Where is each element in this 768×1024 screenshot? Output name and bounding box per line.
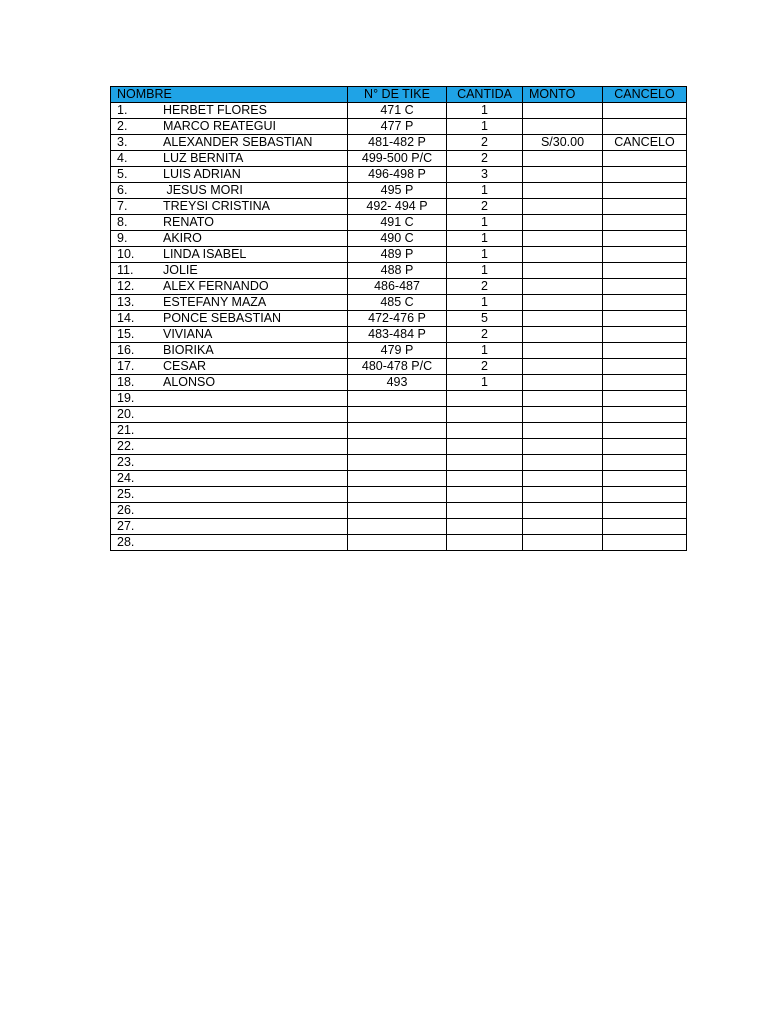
table-row <box>111 487 687 503</box>
ticket-cell <box>348 455 447 471</box>
name-cell <box>111 487 348 503</box>
quantity-cell <box>447 391 523 407</box>
table-row <box>111 343 687 359</box>
table-row <box>111 247 687 263</box>
row-number: 28. <box>117 535 135 549</box>
row-number: 10. <box>117 247 135 261</box>
name-cell <box>111 519 348 535</box>
paid-cell <box>603 439 687 455</box>
paid-cell <box>603 503 687 519</box>
table-row <box>111 535 687 551</box>
row-number: 3. <box>117 135 128 149</box>
paid-cell <box>603 455 687 471</box>
ticket-cell: 472-476 P <box>348 311 447 327</box>
name-cell <box>111 279 348 295</box>
amount-cell <box>523 519 603 535</box>
amount-cell <box>523 375 603 391</box>
ticket-cell: 493 <box>348 375 447 391</box>
quantity-cell: 2 <box>447 327 523 343</box>
ticket-cell <box>348 471 447 487</box>
table-body <box>111 103 687 551</box>
row-number: 1. <box>117 103 128 117</box>
name-cell <box>111 263 348 279</box>
row-number: 22. <box>117 439 135 453</box>
ticket-cell <box>348 423 447 439</box>
name-cell <box>111 119 348 135</box>
name-cell <box>111 423 348 439</box>
ticket-cell: 490 C <box>348 231 447 247</box>
quantity-cell <box>447 407 523 423</box>
ticket-cell <box>348 487 447 503</box>
name-cell <box>111 407 348 423</box>
row-number: 27. <box>117 519 135 533</box>
ticket-cell: 471 C <box>348 103 447 119</box>
name-cell <box>111 151 348 167</box>
row-number: 23. <box>117 455 135 469</box>
amount-cell <box>523 503 603 519</box>
amount-cell <box>523 119 603 135</box>
ticket-sheet <box>110 86 687 551</box>
table-row <box>111 311 687 327</box>
ticket-cell <box>348 503 447 519</box>
row-number: 6. <box>117 183 128 197</box>
table-row <box>111 503 687 519</box>
name-cell <box>111 503 348 519</box>
ticket-cell: 481-482 P <box>348 135 447 151</box>
ticket-cell: 488 P <box>348 263 447 279</box>
person-name: BIORIKA <box>163 343 214 357</box>
quantity-cell: 1 <box>447 119 523 135</box>
paid-cell <box>603 343 687 359</box>
table-row <box>111 279 687 295</box>
row-number: 9. <box>117 231 128 245</box>
table-row <box>111 359 687 375</box>
table-row <box>111 135 687 151</box>
ticket-cell: 486-487 <box>348 279 447 295</box>
quantity-cell: 1 <box>447 295 523 311</box>
name-cell <box>111 439 348 455</box>
name-cell <box>111 359 348 375</box>
row-number: 25. <box>117 487 135 501</box>
name-cell <box>111 471 348 487</box>
quantity-cell: 3 <box>447 167 523 183</box>
name-cell <box>111 247 348 263</box>
amount-cell <box>523 151 603 167</box>
row-number: 26. <box>117 503 135 517</box>
quantity-cell <box>447 455 523 471</box>
amount-cell <box>523 311 603 327</box>
quantity-cell <box>447 439 523 455</box>
table-row <box>111 119 687 135</box>
person-name: VIVIANA <box>163 327 213 341</box>
amount-cell <box>523 423 603 439</box>
paid-cell <box>603 263 687 279</box>
paid-cell <box>603 359 687 375</box>
row-number: 14. <box>117 311 135 325</box>
name-cell <box>111 455 348 471</box>
quantity-cell <box>447 519 523 535</box>
name-cell <box>111 391 348 407</box>
person-name: HERBET FLORES <box>163 103 267 117</box>
amount-cell <box>523 407 603 423</box>
ticket-cell: 479 P <box>348 343 447 359</box>
amount-cell: S/30.00 <box>523 135 603 151</box>
quantity-cell: 2 <box>447 199 523 215</box>
table-row <box>111 391 687 407</box>
ticket-cell: 485 C <box>348 295 447 311</box>
amount-cell <box>523 279 603 295</box>
ticket-cell: 483-484 P <box>348 327 447 343</box>
paid-cell <box>603 487 687 503</box>
person-name: ESTEFANY MAZA <box>163 295 267 309</box>
quantity-cell: 1 <box>447 343 523 359</box>
person-name: JESUS MORI <box>163 183 243 197</box>
table-row <box>111 327 687 343</box>
header-tike: N° DE TIKE <box>348 87 447 103</box>
table-row <box>111 183 687 199</box>
ticket-cell: 480-478 P/C <box>348 359 447 375</box>
table-row <box>111 151 687 167</box>
name-cell <box>111 103 348 119</box>
paid-cell <box>603 423 687 439</box>
row-number: 21. <box>117 423 135 437</box>
amount-cell <box>523 535 603 551</box>
amount-cell <box>523 471 603 487</box>
name-cell <box>111 167 348 183</box>
header-cantidad: CANTIDA <box>447 87 523 103</box>
person-name: CESAR <box>163 359 207 373</box>
ticket-cell <box>348 519 447 535</box>
name-cell <box>111 199 348 215</box>
amount-cell <box>523 455 603 471</box>
person-name: TREYSI CRISTINA <box>163 199 270 213</box>
paid-cell <box>603 295 687 311</box>
quantity-cell: 1 <box>447 103 523 119</box>
name-cell <box>111 327 348 343</box>
table-row <box>111 167 687 183</box>
paid-cell <box>603 247 687 263</box>
row-number: 19. <box>117 391 135 405</box>
ticket-cell <box>348 407 447 423</box>
person-name: AKIRO <box>163 231 202 245</box>
row-number: 12. <box>117 279 135 293</box>
ticket-cell <box>348 391 447 407</box>
quantity-cell: 2 <box>447 279 523 295</box>
ticket-cell <box>348 535 447 551</box>
name-cell <box>111 135 348 151</box>
paid-cell <box>603 279 687 295</box>
quantity-cell: 1 <box>447 231 523 247</box>
amount-cell <box>523 359 603 375</box>
amount-cell <box>523 391 603 407</box>
paid-cell <box>603 199 687 215</box>
paid-cell <box>603 327 687 343</box>
table-row <box>111 375 687 391</box>
row-number: 18. <box>117 375 135 389</box>
person-name: RENATO <box>163 215 214 229</box>
table-row <box>111 407 687 423</box>
header-nombre: NOMBRE <box>111 87 348 103</box>
person-name: JOLIE <box>163 263 198 277</box>
ticket-cell: 499-500 P/C <box>348 151 447 167</box>
amount-cell <box>523 183 603 199</box>
row-number: 13. <box>117 295 135 309</box>
table-row <box>111 231 687 247</box>
amount-cell <box>523 327 603 343</box>
person-name: ALEXANDER SEBASTIAN <box>163 135 313 149</box>
table-row <box>111 519 687 535</box>
name-cell <box>111 231 348 247</box>
amount-cell <box>523 295 603 311</box>
name-cell <box>111 535 348 551</box>
person-name: LUZ BERNITA <box>163 151 244 165</box>
quantity-cell <box>447 503 523 519</box>
row-number: 16. <box>117 343 135 357</box>
table-row <box>111 263 687 279</box>
person-name: PONCE SEBASTIAN <box>163 311 282 325</box>
header-monto: MONTO <box>523 87 603 103</box>
table-row <box>111 455 687 471</box>
ticket-cell <box>348 439 447 455</box>
ticket-cell: 477 P <box>348 119 447 135</box>
quantity-cell <box>447 471 523 487</box>
paid-cell <box>603 167 687 183</box>
paid-cell <box>603 231 687 247</box>
name-cell <box>111 375 348 391</box>
paid-cell <box>603 391 687 407</box>
table-row <box>111 295 687 311</box>
name-cell <box>111 215 348 231</box>
paid-cell <box>603 519 687 535</box>
table-header <box>111 87 687 103</box>
table-row <box>111 103 687 119</box>
quantity-cell: 1 <box>447 263 523 279</box>
amount-cell <box>523 103 603 119</box>
paid-cell <box>603 471 687 487</box>
row-number: 11. <box>117 263 134 277</box>
paid-cell <box>603 407 687 423</box>
table-row <box>111 423 687 439</box>
ticket-cell: 495 P <box>348 183 447 199</box>
person-name: ALEX FERNANDO <box>163 279 269 293</box>
quantity-cell <box>447 487 523 503</box>
row-number: 2. <box>117 119 128 133</box>
paid-cell <box>603 215 687 231</box>
quantity-cell: 2 <box>447 151 523 167</box>
person-name: MARCO REATEGUI <box>163 119 276 133</box>
table-row <box>111 439 687 455</box>
quantity-cell: 1 <box>447 375 523 391</box>
name-cell <box>111 183 348 199</box>
quantity-cell: 1 <box>447 215 523 231</box>
paid-cell <box>603 535 687 551</box>
quantity-cell: 1 <box>447 183 523 199</box>
amount-cell <box>523 199 603 215</box>
amount-cell <box>523 343 603 359</box>
quantity-cell <box>447 423 523 439</box>
quantity-cell: 2 <box>447 135 523 151</box>
paid-cell <box>603 311 687 327</box>
person-name: ALONSO <box>163 375 216 389</box>
ticket-cell: 491 C <box>348 215 447 231</box>
ticket-cell: 489 P <box>348 247 447 263</box>
table-row <box>111 471 687 487</box>
paid-cell <box>603 375 687 391</box>
amount-cell <box>523 167 603 183</box>
paid-cell <box>603 119 687 135</box>
amount-cell <box>523 487 603 503</box>
person-name: LUIS ADRIAN <box>163 167 241 181</box>
name-cell <box>111 295 348 311</box>
ticket-cell: 496-498 P <box>348 167 447 183</box>
header-cancelo: CANCELO <box>603 87 687 103</box>
row-number: 4. <box>117 151 128 165</box>
row-number: 8. <box>117 215 128 229</box>
row-number: 15. <box>117 327 135 341</box>
amount-cell <box>523 263 603 279</box>
amount-cell <box>523 439 603 455</box>
paid-cell <box>603 183 687 199</box>
ticket-table <box>110 86 687 551</box>
quantity-cell: 1 <box>447 247 523 263</box>
ticket-cell: 492- 494 P <box>348 199 447 215</box>
paid-cell <box>603 103 687 119</box>
table-row <box>111 199 687 215</box>
row-number: 7. <box>117 199 128 213</box>
amount-cell <box>523 215 603 231</box>
name-cell <box>111 311 348 327</box>
row-number: 20. <box>117 407 135 421</box>
quantity-cell: 5 <box>447 311 523 327</box>
header-row <box>111 87 687 103</box>
paid-cell: CANCELO <box>603 135 687 151</box>
row-number: 24. <box>117 471 135 485</box>
row-number: 17. <box>117 359 135 373</box>
row-number: 5. <box>117 167 128 181</box>
paid-cell <box>603 151 687 167</box>
amount-cell <box>523 231 603 247</box>
table-row <box>111 215 687 231</box>
amount-cell <box>523 247 603 263</box>
person-name: LINDA ISABEL <box>163 247 247 261</box>
name-cell <box>111 343 348 359</box>
quantity-cell <box>447 535 523 551</box>
quantity-cell: 2 <box>447 359 523 375</box>
